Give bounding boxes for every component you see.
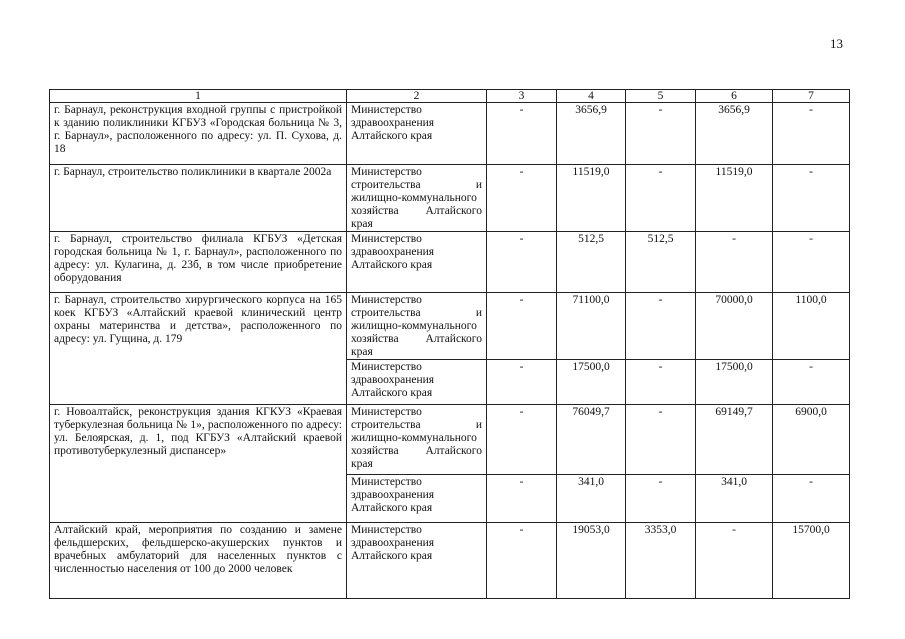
value-cell: 3656,9: [696, 103, 773, 165]
table-row: [50, 103, 850, 165]
column-number: 6: [696, 90, 773, 103]
column-number: 1: [50, 90, 347, 103]
value-cell: 341,0: [557, 475, 626, 523]
value-cell: -: [487, 293, 557, 360]
value-cell: -: [773, 360, 850, 405]
value-cell: 11519,0: [557, 165, 626, 232]
value-cell: 15700,0: [773, 523, 850, 599]
responsible-cell: Министерство здравоохранения Алтайского края: [347, 232, 487, 293]
value-cell: -: [487, 103, 557, 165]
value-cell: -: [626, 475, 696, 523]
table-row: [50, 232, 850, 293]
responsible-cell: Министерство здравоохранения Алтайского края: [347, 523, 487, 599]
value-cell: 70000,0: [696, 293, 773, 360]
object-cell: г. Барнаул, строительство хирургического корпуса на 165 коек КГБУЗ «Алтайский краевой клинический центр охраны материнства и детства», расположенного по адресу: ул. Гущина, д. 179: [50, 293, 347, 405]
value-cell: 11519,0: [696, 165, 773, 232]
value-cell: 341,0: [696, 475, 773, 523]
value-cell: -: [773, 232, 850, 293]
value-cell: -: [773, 475, 850, 523]
value-cell: -: [487, 360, 557, 405]
value-cell: -: [626, 293, 696, 360]
value-cell: 3353,0: [626, 523, 696, 599]
responsible-cell: Министерство здравоохранения Алтайского края: [347, 103, 487, 165]
value-cell: 76049,7: [557, 405, 626, 475]
column-number: 3: [487, 90, 557, 103]
value-cell: 17500,0: [696, 360, 773, 405]
column-number: 2: [347, 90, 487, 103]
object-cell: г. Барнаул, строительство поликлиники в квартале 2002а: [50, 165, 347, 232]
table-row: [50, 523, 850, 599]
value-cell: 1100,0: [773, 293, 850, 360]
table-row: [50, 165, 850, 232]
column-number-row: [50, 90, 850, 103]
responsible-cell: Министерство строительства и жилищно-коммунального хозяйства Алтайского края: [347, 165, 487, 232]
value-cell: -: [487, 523, 557, 599]
value-cell: -: [487, 165, 557, 232]
object-cell: г. Барнаул, строительство филиала КГБУЗ «Детская городская больница № 1, г. Барнаул», расположенного по адресу: ул. Кулагина, д. 23б, в том числе приобретение оборудования: [50, 232, 347, 293]
value-cell: -: [487, 475, 557, 523]
value-cell: -: [626, 103, 696, 165]
value-cell: 6900,0: [773, 405, 850, 475]
financing-table: [49, 89, 850, 599]
value-cell: -: [696, 523, 773, 599]
responsible-cell: Министерство строительства и жилищно-коммунального хозяйства Алтайского края: [347, 293, 487, 360]
value-cell: -: [773, 103, 850, 165]
column-number: 7: [773, 90, 850, 103]
value-cell: 71100,0: [557, 293, 626, 360]
object-cell: Алтайский край, мероприятия по созданию и замене фельдшерских, фельдшерско-акушерских пунктов и врачебных амбулаторий для населенных пунктов с численностью населения от 100 до 2000 человек: [50, 523, 347, 599]
value-cell: 512,5: [557, 232, 626, 293]
table-row: [50, 293, 850, 360]
value-cell: 19053,0: [557, 523, 626, 599]
value-cell: 17500,0: [557, 360, 626, 405]
value-cell: -: [487, 232, 557, 293]
value-cell: -: [696, 232, 773, 293]
value-cell: 512,5: [626, 232, 696, 293]
value-cell: -: [626, 165, 696, 232]
page-number: 13: [830, 36, 843, 51]
value-cell: -: [487, 405, 557, 475]
column-number: 5: [626, 90, 696, 103]
table-row: [50, 405, 850, 475]
object-cell: г. Новоалтайск, реконструкция здания КГКУЗ «Краевая туберкулезная больница № 1», расположенного по адресу: ул. Белоярская, д. 1, под КГБУЗ «Алтайский краевой противотуберкулезный диспансер»: [50, 405, 347, 523]
value-cell: -: [773, 165, 850, 232]
value-cell: -: [626, 405, 696, 475]
responsible-cell: Министерство здравоохранения Алтайского края: [347, 475, 487, 523]
responsible-cell: Министерство здравоохранения Алтайского края: [347, 360, 487, 405]
object-cell: г. Барнаул, реконструкция входной группы с пристройкой к зданию поликлиники КГБУЗ «Городская больница № 3, г. Барнаул», расположенного по адресу: ул. П. Сухова, д. 18: [50, 103, 347, 165]
column-number: 4: [557, 90, 626, 103]
value-cell: 3656,9: [557, 103, 626, 165]
value-cell: -: [626, 360, 696, 405]
value-cell: 69149,7: [696, 405, 773, 475]
responsible-cell: Министерство строительства и жилищно-коммунального хозяйства Алтайского края: [347, 405, 487, 475]
